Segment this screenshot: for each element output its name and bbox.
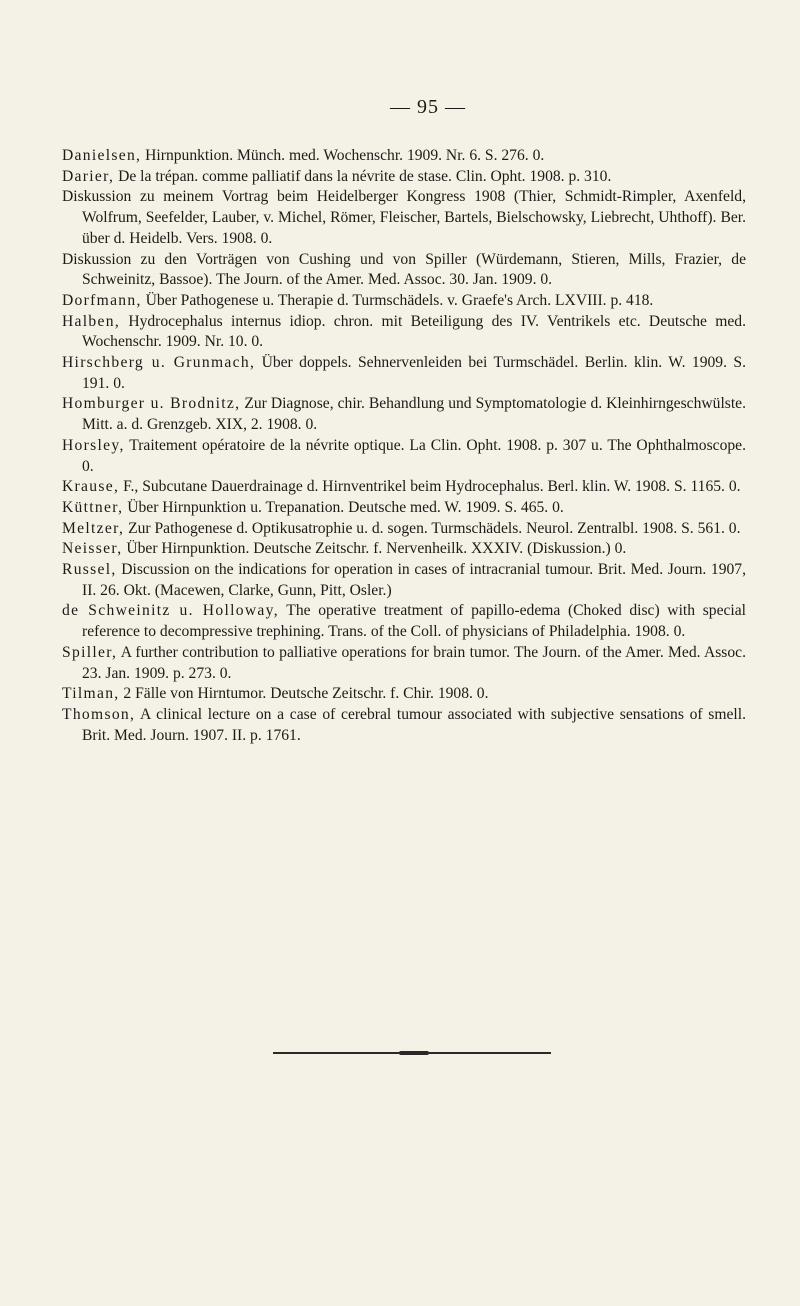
reference-author: Krause, — [62, 478, 120, 496]
reference-author: Spiller, — [62, 643, 118, 661]
reference-text: A further contribution to palliative operations for brain tumor. The Journ. of the Amer. Med. Assoc. 23. Jan. 1909. p. 273. 0. — [82, 643, 746, 682]
reference-author: Hirschberg u. Grunmach, — [62, 354, 256, 372]
reference-author: Russel, — [62, 561, 117, 579]
reference-entry — [62, 291, 746, 312]
reference-text: Hydrocephalus internus idiop. chron. mit Beteiligung des IV. Ventrikels etc. Deutsche med. Wochenschr. 1909. Nr. 10. 0. — [82, 312, 746, 351]
reference-entry — [62, 394, 746, 435]
section-end-rule — [273, 1052, 551, 1054]
reference-text: Hirnpunktion. Münch. med. Wochenschr. 1909. Nr. 6. S. 276. 0. — [141, 147, 545, 164]
reference-author: Neisser, — [62, 540, 123, 558]
reference-entry — [62, 560, 746, 601]
reference-text: Über Hirnpunktion u. Trepanation. Deutsche med. W. 1909. S. 465. 0. — [123, 498, 564, 516]
reference-text: F., Subcutane Dauerdrainage d. Hirnventrikel beim Hydrocephalus. Berl. klin. W. 1908. S. 1165. 0. — [119, 478, 741, 496]
reference-author: Dorfmann, — [62, 291, 142, 309]
reference-entry — [62, 312, 746, 353]
reference-text: Über Pathogenese u. Therapie d. Turmschädels. v. Graefe's Arch. LXVIII. p. 418. — [141, 291, 654, 309]
reference-author: Danielsen, — [62, 147, 142, 164]
reference-author: de Schweinitz u. Holloway, — [62, 602, 279, 620]
reference-entry — [62, 146, 746, 167]
page-number: — 95 — — [390, 96, 466, 118]
reference-entry — [62, 643, 746, 684]
reference-text: A clinical lecture on a case of cerebral tumour associated with subjective sensations of smell. Brit. Med. Journ. 1907. II. p. 1761. — [82, 705, 746, 744]
reference-entry — [62, 539, 746, 560]
reference-author: Horsley, — [62, 436, 125, 454]
reference-text: Über Hirnpunktion. Deutsche Zeitschr. f. Nervenheilk. XXXIV. (Diskussion.) 0. — [122, 540, 627, 558]
reference-text: 2 Fälle von Hirntumor. Deutsche Zeitschr. f. Chir. 1908. 0. — [119, 685, 489, 703]
reference-text: Traitement opératoire de la névrite optique. La Clin. Opht. 1908. p. 307 u. The Ophthalmoscope. 0. — [82, 436, 746, 475]
reference-author: Halben, — [62, 312, 121, 330]
reference-entry — [62, 684, 746, 705]
reference-entry — [62, 519, 746, 540]
reference-text: The operative treatment of papillo-edema (Choked disc) with special reference to decompressive trephining. Trans. of the Coll. of physicians of Philadelphia. 1908. 0. — [82, 602, 746, 641]
reference-entry — [62, 498, 746, 519]
reference-entry — [62, 705, 746, 746]
reference-text: Diskussion zu den Vorträgen von Cushing und von Spiller (Würdemann, Stieren, Mills, Frazier, de Schweinitz, Bassoe). The Journ. of the Amer. Med. Assoc. 30. Jan. 1909. 0. — [62, 250, 746, 289]
reference-author: Darier, — [62, 167, 115, 185]
reference-list — [62, 146, 746, 746]
reference-author: Homburger u. Brodnitz, — [62, 395, 241, 413]
reference-text: Discussion on the indications for operation in cases of intracranial tumour. Brit. Med. Journ. 1907, II. 26. Okt. (Macewen, Clarke, Gunn, Pitt, Osler.) — [82, 561, 746, 599]
reference-entry — [62, 436, 746, 477]
reference-text: Zur Diagnose, chir. Behandlung und Symptomatologie d. Kleinhirngeschwülste. Mitt. a. d. Grenzgeb. XIX, 2. 1908. 0. — [82, 395, 747, 434]
reference-author: Thomson, — [62, 705, 136, 723]
reference-entry — [62, 167, 746, 188]
reference-text: De la trépan. comme palliatif dans la névrite de stase. Clin. Opht. 1908. p. 310. — [114, 167, 612, 185]
reference-entry — [62, 250, 746, 291]
reference-entry — [62, 187, 746, 249]
reference-entry — [62, 601, 746, 642]
reference-entry — [62, 477, 746, 498]
reference-author: Tilman, — [62, 685, 120, 703]
reference-text: Über doppels. Sehnervenleiden bei Turmschädel. Berlin. klin. W. 1909. S. 191. 0. — [82, 354, 746, 392]
reference-text: Zur Pathogenese d. Optikusatrophie u. d. sogen. Turmschädels. Neurol. Zentralbl. 1908. S. 561. 0. — [124, 519, 741, 537]
reference-author: Küttner, — [62, 498, 124, 516]
reference-author: Meltzer, — [62, 519, 125, 537]
reference-text: Diskussion zu meinem Vortrag beim Heidelberger Kongress 1908 (Thier, Schmidt-Rimpler, Axenfeld, Wolfrum, Seefelder, Lauber, v. Michel, Römer, Fleischer, Bartels, Bielschowsky, Liebrecht, Uhthoff). Ber. über d. Heidelb. Vers. 1908. 0. — [62, 188, 746, 247]
reference-entry — [62, 353, 746, 394]
